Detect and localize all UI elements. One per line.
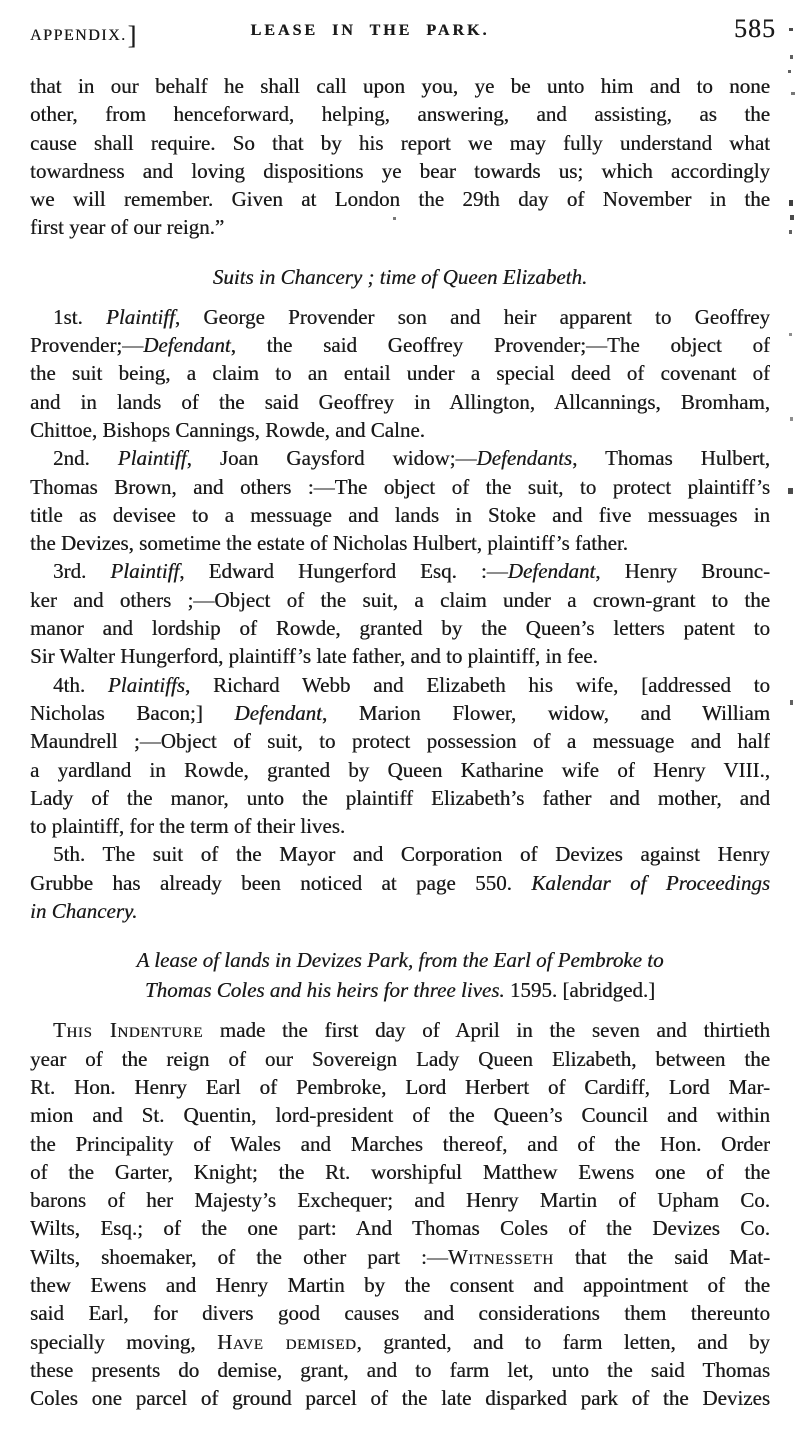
- body-text: , Marion Flower, widow, and William: [321, 700, 770, 725]
- text-line: [30, 642, 770, 670]
- body-text: of the Garter, Knight; the Rt. worshipful Matthew Ewens one of the: [30, 1159, 770, 1184]
- text-block: [30, 72, 770, 1412]
- italic-text: Defendants: [476, 446, 573, 471]
- text-line: [30, 1384, 770, 1412]
- body-text: the Devizes, sometime the estate of Nicholas Hulbert, plaintiff’s father.: [30, 531, 628, 556]
- text-line: [30, 529, 770, 557]
- body-text: Lady of the manor, unto the plaintiff Elizabeth’s father and mother, and: [30, 785, 770, 810]
- body-text: ker and others ;—Object of the suit, a claim under a crown-grant to the: [30, 587, 770, 612]
- body-text: 1st.: [53, 304, 107, 329]
- body-text: Coles one parcel of ground parcel of the late disparked park of the Devizes: [30, 1386, 770, 1411]
- scan-artifact: [789, 28, 793, 31]
- body-text: towardness and loving dispositions ye bear towards us; which accordingly: [30, 158, 770, 183]
- text-line: [30, 840, 770, 868]
- body-text: , Joan Gaysford widow;—: [186, 446, 477, 471]
- body-text: , George Provender son and heir apparent to Geoffrey: [174, 304, 770, 329]
- paragraph-suit-2: [30, 444, 770, 557]
- text-line: [30, 869, 770, 897]
- text-line: [30, 671, 770, 699]
- text-line: [30, 1214, 770, 1242]
- body-text: year of the reign of our Sovereign Lady Queen Elizabeth, between the: [30, 1046, 770, 1071]
- text-line: [30, 614, 770, 642]
- scan-artifact: [790, 417, 793, 421]
- italic-text: Plaintiff: [110, 559, 180, 584]
- section-heading-suits-in-chancery: [30, 262, 770, 292]
- heading-line: [30, 975, 770, 1005]
- paragraph-indenture: [30, 1016, 770, 1412]
- text-line: [30, 1073, 770, 1101]
- italic-text: Suits in Chancery ; time of Queen Elizabeth.: [212, 264, 588, 289]
- body-text: , the said Geoffrey Provender;—The object of: [230, 333, 770, 358]
- small-caps-text: This Indenture: [53, 1018, 203, 1043]
- body-text: a yardland in Rowde, granted by Queen Katharine wife of Henry VIII.,: [30, 757, 770, 782]
- page-number: 585: [734, 14, 776, 43]
- body-text: these presents do demise, grant, and to farm let, unto the said Thomas: [30, 1357, 770, 1382]
- paragraph-suit-5: [30, 840, 770, 925]
- italic-text: Plaintiffs: [107, 672, 185, 697]
- text-line: [30, 784, 770, 812]
- text-line: [30, 727, 770, 755]
- body-text: 1595. [abridged.]: [504, 978, 656, 1003]
- italic-text: Defendant: [507, 559, 596, 584]
- paragraph-suit-1: [30, 303, 770, 444]
- text-line: [30, 501, 770, 529]
- body-text: , Richard Webb and Elizabeth his wife, [addressed to: [184, 672, 770, 697]
- text-line: [30, 388, 770, 416]
- body-text: the Principality of Wales and Marches thereof, and of the Hon. Order: [30, 1131, 770, 1156]
- body-text: , Edward Hungerford Esq. :—: [179, 559, 508, 584]
- body-text: , Thomas Hulbert,: [572, 446, 770, 471]
- body-text: Wilts, shoemaker, of the other part :—: [30, 1244, 448, 1269]
- scan-artifact: [789, 230, 792, 234]
- body-text: Grubbe has already been noticed at page 550.: [30, 870, 532, 895]
- body-text: cause shall require. So that by his report we may fully understand what: [30, 130, 770, 155]
- text-line: [30, 586, 770, 614]
- text-line: [30, 1299, 770, 1327]
- text-line: [30, 473, 770, 501]
- italic-text: Plaintiff: [106, 304, 175, 329]
- body-text: that in our behalf he shall call upon you, ye be unto him and to none: [30, 74, 770, 98]
- body-text: made the first day of April in the seven and thirtieth: [202, 1018, 770, 1043]
- scan-artifact: [789, 333, 792, 336]
- text-line: [30, 1016, 770, 1044]
- running-header: [0, 12, 800, 52]
- section-heading-lease: [30, 945, 770, 1005]
- body-text: to plaintiff, for the term of their lives.: [30, 814, 346, 839]
- text-line: [30, 812, 770, 840]
- text-line: [30, 1045, 770, 1073]
- text-line: [30, 1158, 770, 1186]
- header-title: LEASE IN THE PARK.: [250, 22, 490, 39]
- text-line: [30, 303, 770, 331]
- text-line: [30, 100, 770, 128]
- body-text: barons of her Majesty’s Exchequer; and Henry Martin of Upham Co.: [30, 1188, 770, 1213]
- heading-line: [30, 262, 770, 292]
- italic-text: Plaintiff: [117, 446, 187, 471]
- body-text: Nicholas Bacon;]: [30, 700, 235, 725]
- body-text: Rt. Hon. Henry Earl of Pembroke, Lord Herbert of Cardiff, Lord Mar-: [30, 1074, 770, 1099]
- italic-text: Defendant: [143, 333, 231, 358]
- italic-text: Thomas Coles and his heirs for three lives.: [144, 978, 505, 1003]
- paragraph-suit-3: [30, 557, 770, 670]
- text-line: [30, 557, 770, 585]
- text-line: [30, 1271, 770, 1299]
- text-line: [30, 1328, 770, 1356]
- text-line: [30, 359, 770, 387]
- text-line: [30, 213, 770, 241]
- body-text: mion and St. Quentin, lord-president of the Queen’s Council and within: [30, 1103, 770, 1128]
- text-line: [30, 72, 770, 100]
- scan-artifact: [790, 215, 794, 220]
- body-text: first year of our reign.”: [30, 215, 225, 240]
- text-line: [30, 185, 770, 213]
- body-text: the suit being, a claim to an entail under a special deed of covenant of: [30, 361, 770, 386]
- body-text: manor and lordship of Rowde, granted by the Queen’s letters patent to: [30, 616, 770, 641]
- text-line: [30, 444, 770, 472]
- body-text: , Henry Brounc-: [595, 559, 770, 584]
- body-text: we will remember. Given at London the 29th day of November in the: [30, 187, 770, 212]
- body-text: specially moving,: [30, 1329, 218, 1354]
- text-line: [30, 1356, 770, 1384]
- text-line: [30, 129, 770, 157]
- text-line: [30, 756, 770, 784]
- text-line: [30, 1130, 770, 1158]
- body-text: Wilts, Esq.; of the one part: And Thomas Coles of the Devizes Co.: [30, 1216, 770, 1241]
- small-caps-text: Have demised: [217, 1329, 357, 1354]
- body-text: said Earl, for divers good causes and considerations them thereunto: [30, 1301, 770, 1326]
- scan-artifact: [393, 217, 396, 220]
- body-text: Chittoe, Bishops Cannings, Rowde, and Calne.: [30, 417, 425, 442]
- body-text: , granted, and to farm letten, and by: [356, 1329, 770, 1354]
- body-text: that the said Mat-: [553, 1244, 770, 1269]
- header-section-text: APPENDIX.: [30, 27, 127, 44]
- body-text: 5th. The suit of the Mayor and Corporation of Devizes against Henry: [53, 842, 770, 867]
- body-text: 2nd.: [53, 446, 118, 471]
- scan-artifact: [788, 70, 791, 73]
- body-text: and in lands of the said Geoffrey in Allington, Allcannings, Bromham,: [30, 389, 770, 414]
- italic-text: Defendant: [234, 700, 322, 725]
- scan-artifact: [790, 700, 793, 705]
- text-line: [30, 331, 770, 359]
- text-line: [30, 897, 770, 925]
- bracket-glyph: ]: [127, 21, 138, 50]
- scan-artifact: [790, 55, 793, 59]
- body-text: 4th.: [53, 672, 108, 697]
- text-line: [30, 157, 770, 185]
- scan-artifact: [791, 92, 795, 95]
- text-line: [30, 1186, 770, 1214]
- body-text: 3rd.: [53, 559, 111, 584]
- italic-text: Kalendar of Proceedings: [531, 870, 770, 895]
- text-line: [30, 1243, 770, 1271]
- heading-line: [30, 945, 770, 975]
- body-text: Maundrell ;—Object of suit, to protect possession of a messuage and half: [30, 729, 770, 754]
- paragraph-continuation: [30, 72, 770, 242]
- italic-text: A lease of lands in Devizes Park, from the Earl of Pembroke to: [136, 948, 664, 973]
- scan-artifact: [789, 200, 793, 206]
- body-text: Provender;—: [30, 333, 144, 358]
- paragraph-suit-4: [30, 671, 770, 841]
- text-line: [30, 1101, 770, 1129]
- body-text: title as devisee to a messuage and lands in Stoke and five messuages in: [30, 502, 770, 527]
- body-text: thew Ewens and Henry Martin by the consent and appointment of the: [30, 1272, 770, 1297]
- text-line: [30, 416, 770, 444]
- small-caps-text: Witnesseth: [447, 1244, 554, 1269]
- text-line: [30, 699, 770, 727]
- body-text: other, from henceforward, helping, answering, and assisting, as the: [30, 102, 770, 127]
- body-text: Thomas Brown, and others :—The object of the suit, to protect plaintiff’s: [30, 474, 770, 499]
- body-text: Sir Walter Hungerford, plaintiff’s late father, and to plaintiff, in fee.: [30, 644, 598, 669]
- scan-artifact: [788, 488, 793, 494]
- italic-text: in Chancery.: [30, 899, 138, 924]
